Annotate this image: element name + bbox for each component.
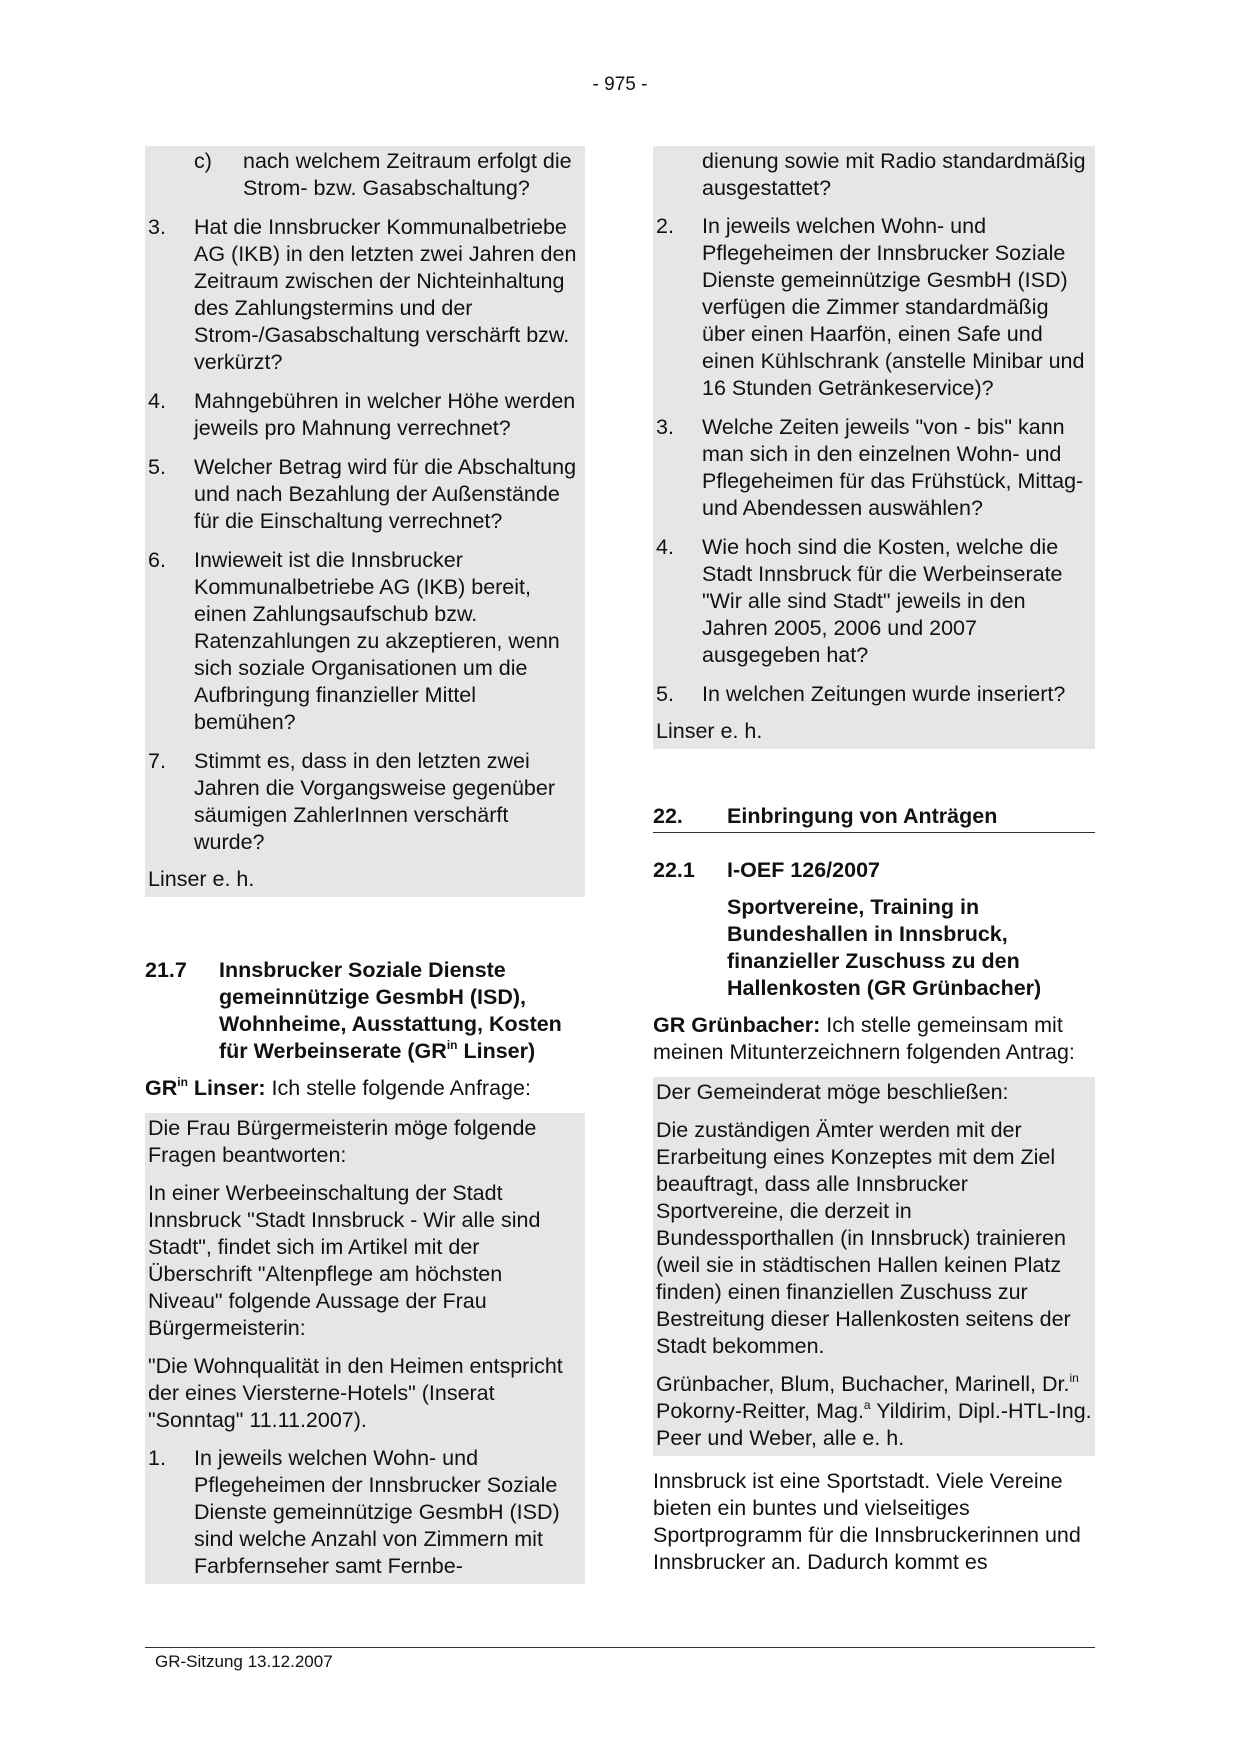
list-text: Welcher Betrag wird für die Abschaltung und nach Bezahlung der Außenstände für die Einschaltung verrechnet? bbox=[194, 455, 577, 533]
list-text: Hat die Innsbrucker Kommunalbetriebe AG (IKB) in den letzten zwei Jahren den Zeitraum zwischen der Nichteinhaltung des Zahlungstermins und der Strom-/Gasabschaltung verschärft bzw. verkürzt? bbox=[194, 215, 577, 374]
question-block bbox=[653, 146, 1095, 749]
list-number: 4. bbox=[148, 389, 166, 413]
list-item bbox=[656, 414, 1092, 522]
subsection-heading bbox=[653, 857, 1095, 884]
signature: Linser e. h. bbox=[148, 867, 255, 891]
list-text: Mahngebühren in welcher Höhe werden jeweils pro Mahnung verrechnet? bbox=[194, 389, 576, 440]
footer-text: GR-Sitzung 13.12.2007 bbox=[155, 1652, 333, 1671]
continuation-text: dienung sowie mit Radio standardmäßig ausgestattet? bbox=[702, 149, 1086, 200]
list-number: 2. bbox=[656, 214, 674, 238]
list-text: In jeweils welchen Wohn- und Pflegeheimen der Innsbrucker Soziale Dienste gemeinnützige GesmbH (ISD) verfügen die Zimmer standardmäßig über einen Haarfön, einen Safe und einen Kühlschrank (anstelle Minibar und 16 Stunden Getränkeservice)? bbox=[702, 214, 1085, 400]
list-number: 3. bbox=[148, 215, 166, 239]
list-text: In welchen Zeitungen wurde inseriert? bbox=[702, 682, 1066, 706]
motion-title: Sportvereine, Training in Bundeshallen in Innsbruck, finanzieller Zuschuss zu den Hallenkosten (GR Grünbacher) bbox=[727, 895, 1042, 1000]
list-item bbox=[656, 213, 1092, 402]
list-item bbox=[656, 681, 1092, 708]
motion-block bbox=[653, 1077, 1095, 1456]
section-heading bbox=[145, 957, 585, 1065]
section-number: 22. bbox=[653, 804, 683, 828]
left-column bbox=[145, 146, 585, 1596]
section-number: 22.1 bbox=[653, 858, 695, 882]
paragraph: Innsbruck ist eine Sportstadt. Viele Vereine bieten ein buntes und vielseitiges Sportprogramm für die Innsbruckerinnen und Innsbrucker an. Dadurch kommt es bbox=[653, 1469, 1081, 1574]
paragraph: Der Gemeinderat möge beschließen: bbox=[656, 1080, 1009, 1104]
list-text: Welche Zeiten jeweils "von - bis" kann man sich in den einzelnen Wohn- und Pflegeheimen für das Frühstück, Mittag- und Abendessen auswählen? bbox=[702, 415, 1084, 520]
list-text: In jeweils welchen Wohn- und Pflegeheimen der Innsbrucker Soziale Dienste gemeinnützige GesmbH (ISD) sind welche Anzahl von Zimmern mit Farbfernseher samt Fernbe- bbox=[194, 1446, 560, 1578]
list-number: 3. bbox=[656, 415, 674, 439]
motion-code: I-OEF 126/2007 bbox=[727, 858, 880, 882]
right-column bbox=[653, 146, 1095, 1587]
section-title: Einbringung von Anträgen bbox=[727, 804, 998, 828]
list-item bbox=[148, 454, 582, 535]
list-item bbox=[148, 547, 582, 736]
list-item bbox=[148, 388, 582, 442]
motion-intro: GR Grünbacher: Ich stelle gemeinsam mit meinen Mitunterzeichnern folgenden Antrag: bbox=[653, 1013, 1075, 1064]
list-text: nach welchem Zeitraum erfolgt die Strom- bzw. Gasabschaltung? bbox=[243, 149, 572, 200]
paragraph: Die zuständigen Ämter werden mit der Erarbeitung eines Konzeptes mit dem Ziel beauftragt, dass alle Innsbrucker Sportvereine, die derzeit in Bundessporthallen (in Innsbruck) trainieren (weil sie in städtischen Hallen keinen Platz finden) einen finanziellen Zuschuss zur Bestreitung dieser Hallenkosten seitens der Stadt bekommen. bbox=[656, 1118, 1071, 1358]
section-heading bbox=[653, 803, 1095, 833]
list-item bbox=[148, 214, 582, 376]
footer-divider bbox=[145, 1647, 1095, 1648]
list-number: 6. bbox=[148, 548, 166, 572]
paragraph: "Die Wohnqualität in den Heimen entspricht der eines Viersterne-Hotels" (Inserat "Sonntag" 11.11.2007). bbox=[148, 1354, 563, 1432]
inquiry-intro: $GR^{in}$ Linser: Ich stelle folgende Anfrage: bbox=[145, 1075, 531, 1100]
list-number: 7. bbox=[148, 749, 166, 773]
paragraph: Die Frau Bürgermeisterin möge folgende Fragen beantworten: bbox=[148, 1116, 537, 1167]
list-item bbox=[148, 748, 582, 856]
list-number: c) bbox=[194, 149, 212, 173]
section-number: 21.7 bbox=[145, 958, 187, 982]
list-number: 5. bbox=[656, 682, 674, 706]
list-number: 4. bbox=[656, 535, 674, 559]
list-item bbox=[656, 534, 1092, 669]
signers: Grünbacher, Blum, Buchacher, Marinell, Dr.$^{in}$ Pokorny-Reitter, Mag.$^a$ Yildirim, Dipl.-HTL-Ing. Peer und Weber, alle e. h. bbox=[656, 1371, 1092, 1450]
list-text: Wie hoch sind die Kosten, welche die Stadt Innsbruck für die Werbeinserate "Wir alle sind Stadt" jeweils in den Jahren 2005, 2006 und 2007 ausgegeben hat? bbox=[702, 535, 1063, 667]
question-block bbox=[145, 146, 585, 897]
list-text: Stimmt es, dass in den letzten zwei Jahren die Vorgangsweise gegenüber säumigen ZahlerInnen verschärft wurde? bbox=[194, 749, 555, 854]
list-number: 1. bbox=[148, 1446, 166, 1470]
signature: Linser e. h. bbox=[656, 719, 763, 743]
paragraph: In einer Werbeeinschaltung der Stadt Innsbruck "Stadt Innsbruck - Wir alle sind Stadt", findet sich im Artikel mit der Überschrift "Altenpflege am höchsten Niveau" folgende Aussage der Frau Bürgermeisterin: bbox=[148, 1181, 541, 1340]
inquiry-block bbox=[145, 1113, 585, 1584]
list-item bbox=[148, 148, 582, 202]
list-item bbox=[148, 1445, 582, 1580]
list-text: Inwieweit ist die Innsbrucker Kommunalbetriebe AG (IKB) bereit, einen Zahlungsaufschub bzw. Ratenzahlungen zu akzeptieren, wenn sich soziale Organisationen um die Aufbringung finanzieller Mittel bemühen? bbox=[194, 548, 560, 734]
section-title: Innsbrucker Soziale Dienste gemeinnützige GesmbH (ISD), Wohnheime, Ausstattung, Kosten für Werbeinserate ($GR^{in}$ Linser) bbox=[219, 958, 562, 1063]
list-number: 5. bbox=[148, 455, 166, 479]
page-number: - 975 - bbox=[592, 74, 648, 95]
